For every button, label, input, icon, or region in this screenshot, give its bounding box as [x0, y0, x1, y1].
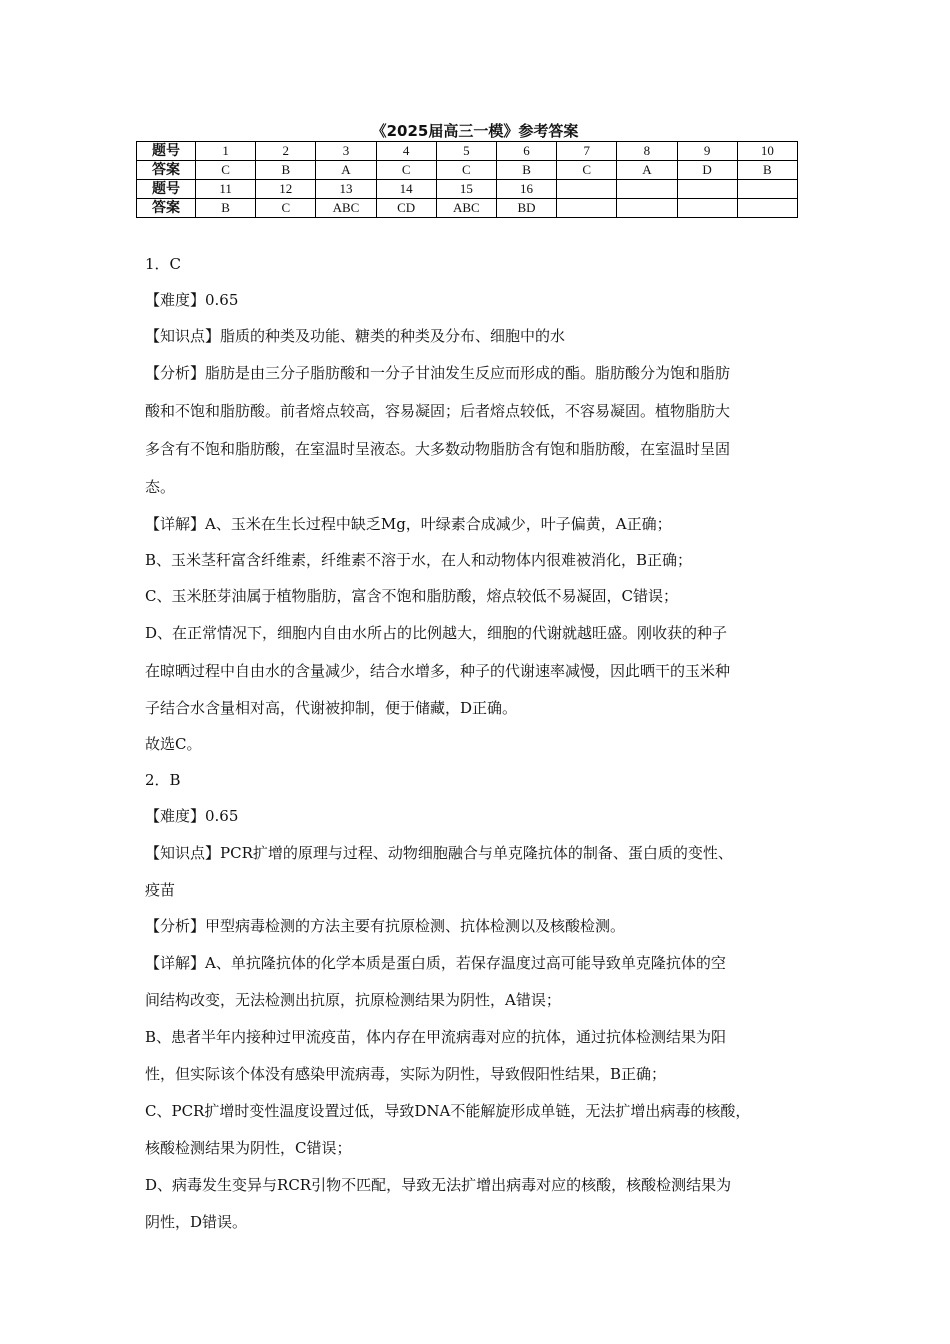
answer-table-cell	[617, 199, 677, 218]
answer-table-row-header: 答案	[137, 199, 196, 218]
answer-table-cell: 12	[256, 180, 316, 199]
answer-table-row-header: 题号	[137, 180, 196, 199]
answer-content	[145, 246, 815, 1240]
answer-table-cell: D	[677, 161, 737, 180]
q2-detail-b: B、患者半年内接种过甲流疫苗，体内存在甲流病毒对应的抗体，通过抗体检测结果为阳	[145, 1028, 727, 1046]
q1-analysis-line: 【分析】脂肪是由三分子脂肪酸和一分子甘油发生反应而形成的酯。脂肪酸分为饱和脂肪	[145, 364, 731, 382]
answer-table-cell: 3	[316, 142, 376, 161]
answer-table-cell: A	[617, 161, 677, 180]
answer-table-cell: C	[196, 161, 256, 180]
answer-table-cell: C	[557, 161, 617, 180]
answer-table	[136, 141, 798, 218]
answer-table-cell: B	[496, 161, 556, 180]
answer-table-cell	[557, 199, 617, 218]
q2-detail-c: 核酸检测结果为阴性，C错误；	[145, 1139, 352, 1157]
q1-knowledge: 【知识点】脂质的种类及功能、糖类的种类及分布、细胞中的水	[145, 327, 566, 345]
q2-detail-a: 间结构改变，无法检测出抗原，抗原检测结果为阴性，A错误；	[145, 991, 561, 1009]
answer-table-cell	[617, 180, 677, 199]
answer-table-cell: BD	[496, 199, 556, 218]
q1-analysis-line: 态。	[145, 478, 176, 496]
answer-table-cell: 10	[737, 142, 797, 161]
q2-analysis: 【分析】甲型病毒检测的方法主要有抗原检测、抗体检测以及核酸检测。	[145, 917, 626, 935]
answer-table-row-header: 答案	[137, 161, 196, 180]
q1-detail-b: B、玉米茎秆富含纤维素，纤维素不溶于水，在人和动物体内很难被消化，B正确；	[145, 551, 693, 569]
answer-table-cell: 9	[677, 142, 737, 161]
answer-table-cell: C	[436, 161, 496, 180]
q1-conclusion: 故选C。	[145, 735, 202, 753]
q2-detail-d: 阴性，D错误。	[145, 1213, 248, 1231]
q1-detail-c: C、玉米胚芽油属于植物脂肪，富含不饱和脂肪酸，熔点较低不易凝固，C错误；	[145, 587, 678, 605]
answer-table-cell: B	[737, 161, 797, 180]
answer-table-cell	[737, 199, 797, 218]
answer-table-cell: ABC	[436, 199, 496, 218]
page-title: 《2025届高三一模》参考答案	[371, 122, 579, 140]
answer-table-cell: B	[256, 161, 316, 180]
q1-detail-d: D、在正常情况下，细胞内自由水所占的比例越大，细胞的代谢就越旺盛。刚收获的种子	[145, 624, 728, 642]
answer-table-row	[137, 142, 798, 161]
q2-detail-c: C、PCR扩增时变性温度设置过低，导致DNA不能解旋形成单链，无法扩增出病毒的核酸，	[145, 1102, 751, 1120]
answer-table-cell	[677, 199, 737, 218]
answer-table-cell: 13	[316, 180, 376, 199]
answer-table-cell: 1	[196, 142, 256, 161]
answer-table-cell	[737, 180, 797, 199]
answer-table-row-header: 题号	[137, 142, 196, 161]
answer-table-cell: ABC	[316, 199, 376, 218]
answer-table-cell: 4	[376, 142, 436, 161]
q2-detail-a: 【详解】A、单抗隆抗体的化学本质是蛋白质，若保存温度过高可能导致单克隆抗体的空	[145, 954, 726, 972]
answer-table-cell: 15	[436, 180, 496, 199]
answer-table-cell: 14	[376, 180, 436, 199]
q1-detail-a: 【详解】A、玉米在生长过程中缺乏Mg，叶绿素合成减少，叶子偏黄，A正确；	[145, 515, 672, 533]
answer-table-cell	[557, 180, 617, 199]
q2-detail-b: 性，但实际该个体没有感染甲流病毒，实际为阴性，导致假阳性结果，B正确；	[145, 1065, 667, 1083]
answer-table-row	[137, 180, 798, 199]
answer-table-cell: 11	[196, 180, 256, 199]
q1-analysis-line: 酸和不饱和脂肪酸。前者熔点较高，容易凝固；后者熔点较低，不容易凝固。植物脂肪大	[145, 402, 731, 420]
q2-detail-d: D、病毒发生变异与RCR引物不匹配，导致无法扩增出病毒对应的核酸，核酸检测结果为	[145, 1176, 732, 1194]
q1-detail-d: 子结合水含量相对高，代谢被抑制，便于储藏，D正确。	[145, 699, 518, 717]
answer-table-cell: 2	[256, 142, 316, 161]
answer-table-cell: CD	[376, 199, 436, 218]
answer-table-row	[137, 199, 798, 218]
q1-detail-d: 在晾晒过程中自由水的含量减少，结合水增多，种子的代谢速率减慢，因此晒干的玉米种	[145, 662, 731, 680]
answer-table-cell: 5	[436, 142, 496, 161]
answer-table-cell: 7	[557, 142, 617, 161]
answer-table-cell: 16	[496, 180, 556, 199]
answer-table-cell: C	[376, 161, 436, 180]
answer-table-cell: B	[196, 199, 256, 218]
answer-table-cell: A	[316, 161, 376, 180]
q2-knowledge: 【知识点】PCR扩增的原理与过程、动物细胞融合与单克隆抗体的制备、蛋白质的变性、	[145, 844, 733, 862]
answer-table-cell: C	[256, 199, 316, 218]
answer-table-row	[137, 161, 798, 180]
answer-table-cell	[677, 180, 737, 199]
answer-table-cell: 6	[496, 142, 556, 161]
q1-heading: 1．C	[145, 255, 182, 273]
q1-analysis-line: 多含有不饱和脂肪酸，在室温时呈液态。大多数动物脂肪含有饱和脂肪酸，在室温时呈固	[145, 440, 731, 458]
q2-heading: 2．B	[145, 771, 181, 789]
q2-knowledge: 疫苗	[145, 881, 176, 899]
q1-difficulty: 【难度】0.65	[145, 291, 239, 309]
q2-difficulty: 【难度】0.65	[145, 807, 239, 825]
answer-table-cell: 8	[617, 142, 677, 161]
